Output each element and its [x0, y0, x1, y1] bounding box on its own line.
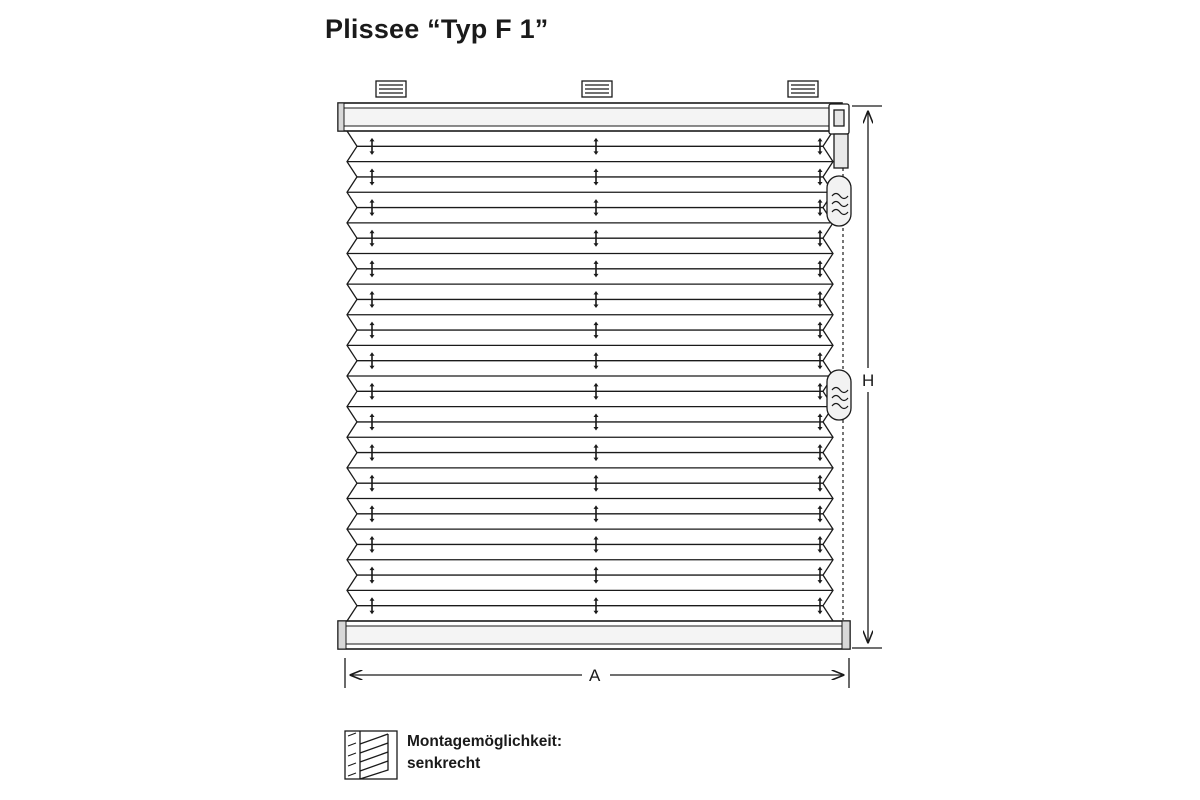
- cord-marker-arrow-down: [818, 396, 823, 400]
- diagram-title: Plissee “Typ F 1”: [325, 14, 549, 44]
- cord-marker-arrow-up: [370, 383, 375, 387]
- cord-marker-arrow-up: [594, 322, 599, 326]
- cord-marker-arrow-up: [370, 260, 375, 264]
- cord-marker-arrow-up: [818, 475, 823, 479]
- cord-marker-arrow-down: [370, 304, 375, 308]
- cord-marker-arrow-down: [370, 335, 375, 339]
- cord-marker-arrow-down: [594, 366, 599, 370]
- cord-marker-arrow-up: [594, 352, 599, 356]
- cord-marker-arrow-up: [594, 168, 599, 172]
- cord-marker-arrow-down: [594, 427, 599, 431]
- vertical-mounting-icon: [345, 731, 397, 779]
- pleated-fabric: [347, 131, 833, 621]
- cord-marker-arrow-up: [594, 475, 599, 479]
- cord-marker-arrow-up: [370, 168, 375, 172]
- cord-marker-arrow-up: [594, 536, 599, 540]
- cord-marker-arrow-up: [370, 444, 375, 448]
- cord-marker-arrow-up: [594, 444, 599, 448]
- cord-marker-arrow-down: [594, 396, 599, 400]
- cord-marker-arrow-up: [818, 536, 823, 540]
- cord-marker-arrow-up: [818, 199, 823, 203]
- cord-marker-arrow-down: [594, 335, 599, 339]
- cord-marker-arrow-up: [594, 413, 599, 417]
- cord-marker-arrow-down: [370, 580, 375, 584]
- cord-marker-arrow-up: [594, 597, 599, 601]
- cord-marker-arrow-up: [818, 597, 823, 601]
- cord-marker-arrow-down: [370, 151, 375, 155]
- cord-marker-arrow-down: [818, 243, 823, 247]
- cord-marker-arrow-down: [594, 580, 599, 584]
- cord-marker-arrow-up: [818, 383, 823, 387]
- cord-marker-arrow-up: [594, 260, 599, 264]
- cord-marker-arrow-down: [818, 213, 823, 217]
- top-rail: [338, 103, 842, 131]
- cord-marker-arrow-down: [370, 427, 375, 431]
- cord-marker-arrow-up: [370, 230, 375, 234]
- cord-marker-arrow-down: [594, 519, 599, 523]
- cord-marker-arrow-down: [370, 243, 375, 247]
- cord-marker-arrow-down: [594, 213, 599, 217]
- cord-marker-arrow-up: [594, 291, 599, 295]
- cord-marker-arrow-up: [818, 168, 823, 172]
- cord-bracket: [829, 104, 849, 168]
- cord-marker-arrow-down: [370, 366, 375, 370]
- cord-marker-arrow-down: [594, 151, 599, 155]
- cord-marker-arrow-down: [818, 366, 823, 370]
- cord-marker-arrow-down: [370, 549, 375, 553]
- cord-marker-arrow-down: [818, 335, 823, 339]
- cord-marker-arrow-down: [594, 458, 599, 462]
- cord-marker-arrow-up: [370, 291, 375, 295]
- cord-marker-arrow-down: [818, 458, 823, 462]
- cord-marker-arrow-up: [818, 352, 823, 356]
- cord-marker-arrow-up: [818, 567, 823, 571]
- cord-marker-arrow-down: [370, 182, 375, 186]
- cord-marker-arrow-up: [370, 138, 375, 142]
- cord-marker-arrow-up: [818, 413, 823, 417]
- cord-marker-arrow-up: [370, 536, 375, 540]
- cord-marker-arrow-down: [370, 458, 375, 462]
- cord-marker-arrow-down: [594, 243, 599, 247]
- cord-marker-arrow-up: [594, 138, 599, 142]
- cord-marker-arrow-up: [594, 383, 599, 387]
- height-label: H: [862, 371, 875, 390]
- mounting-clips: [376, 81, 818, 97]
- grip-handle-upper: [827, 176, 851, 226]
- cord-marker-arrow-up: [594, 567, 599, 571]
- cord-marker-arrow-down: [818, 519, 823, 523]
- cord-marker-arrow-down: [818, 488, 823, 492]
- cord-marker-arrow-down: [818, 182, 823, 186]
- cord-marker-arrow-up: [818, 322, 823, 326]
- cord-marker-arrow-down: [594, 611, 599, 615]
- cord-marker-arrow-down: [370, 213, 375, 217]
- cord-marker-arrow-up: [370, 352, 375, 356]
- cord-marker-arrow-down: [594, 488, 599, 492]
- cord-marker-arrow-up: [370, 567, 375, 571]
- cord-marker-arrow-up: [370, 505, 375, 509]
- cord-marker-arrow-down: [594, 549, 599, 553]
- cord-marker-arrow-down: [594, 182, 599, 186]
- cord-marker-arrow-up: [818, 505, 823, 509]
- bottom-rail: [338, 621, 850, 649]
- mounting-legend: [407, 731, 562, 775]
- cord-marker-arrow-down: [370, 274, 375, 278]
- mounting-clip-center: [582, 81, 612, 97]
- mounting-clip-right: [788, 81, 818, 97]
- cord-marker-arrow-down: [818, 427, 823, 431]
- cord-marker-arrow-up: [594, 199, 599, 203]
- cord-marker-arrow-down: [594, 274, 599, 278]
- cord-marker-arrow-down: [818, 151, 823, 155]
- cord-marker-arrow-up: [370, 322, 375, 326]
- mounting-clip-left: [376, 81, 406, 97]
- cord-marker-arrow-up: [818, 230, 823, 234]
- cord-marker-arrow-up: [370, 475, 375, 479]
- cord-marker-arrow-up: [370, 597, 375, 601]
- cord-marker-arrow-up: [818, 138, 823, 142]
- cord-marker-arrow-up: [818, 291, 823, 295]
- cord-marker-arrow-up: [594, 505, 599, 509]
- cord-marker-arrow-up: [370, 199, 375, 203]
- cord-marker-arrow-down: [818, 580, 823, 584]
- cord-marker-arrow-down: [818, 549, 823, 553]
- cord-marker-arrow-down: [818, 304, 823, 308]
- width-label: A: [589, 666, 601, 685]
- cord-marker-arrow-down: [370, 519, 375, 523]
- cord-marker-arrow-up: [594, 230, 599, 234]
- cord-marker-arrow-up: [818, 260, 823, 264]
- cord-marker-arrow-down: [370, 488, 375, 492]
- grip-handle-lower: [827, 370, 851, 420]
- mounting-legend-heading: Montagemöglichkeit:: [407, 733, 563, 750]
- cord-marker-arrow-down: [594, 304, 599, 308]
- cord-marker-arrow-up: [818, 444, 823, 448]
- cord-marker-arrow-up: [370, 413, 375, 417]
- cord-marker-arrow-down: [818, 611, 823, 615]
- cord-marker-arrow-down: [818, 274, 823, 278]
- cord-marker-arrow-down: [370, 611, 375, 615]
- cord-marker-arrow-down: [370, 396, 375, 400]
- mounting-legend-value: senkrecht: [407, 755, 481, 772]
